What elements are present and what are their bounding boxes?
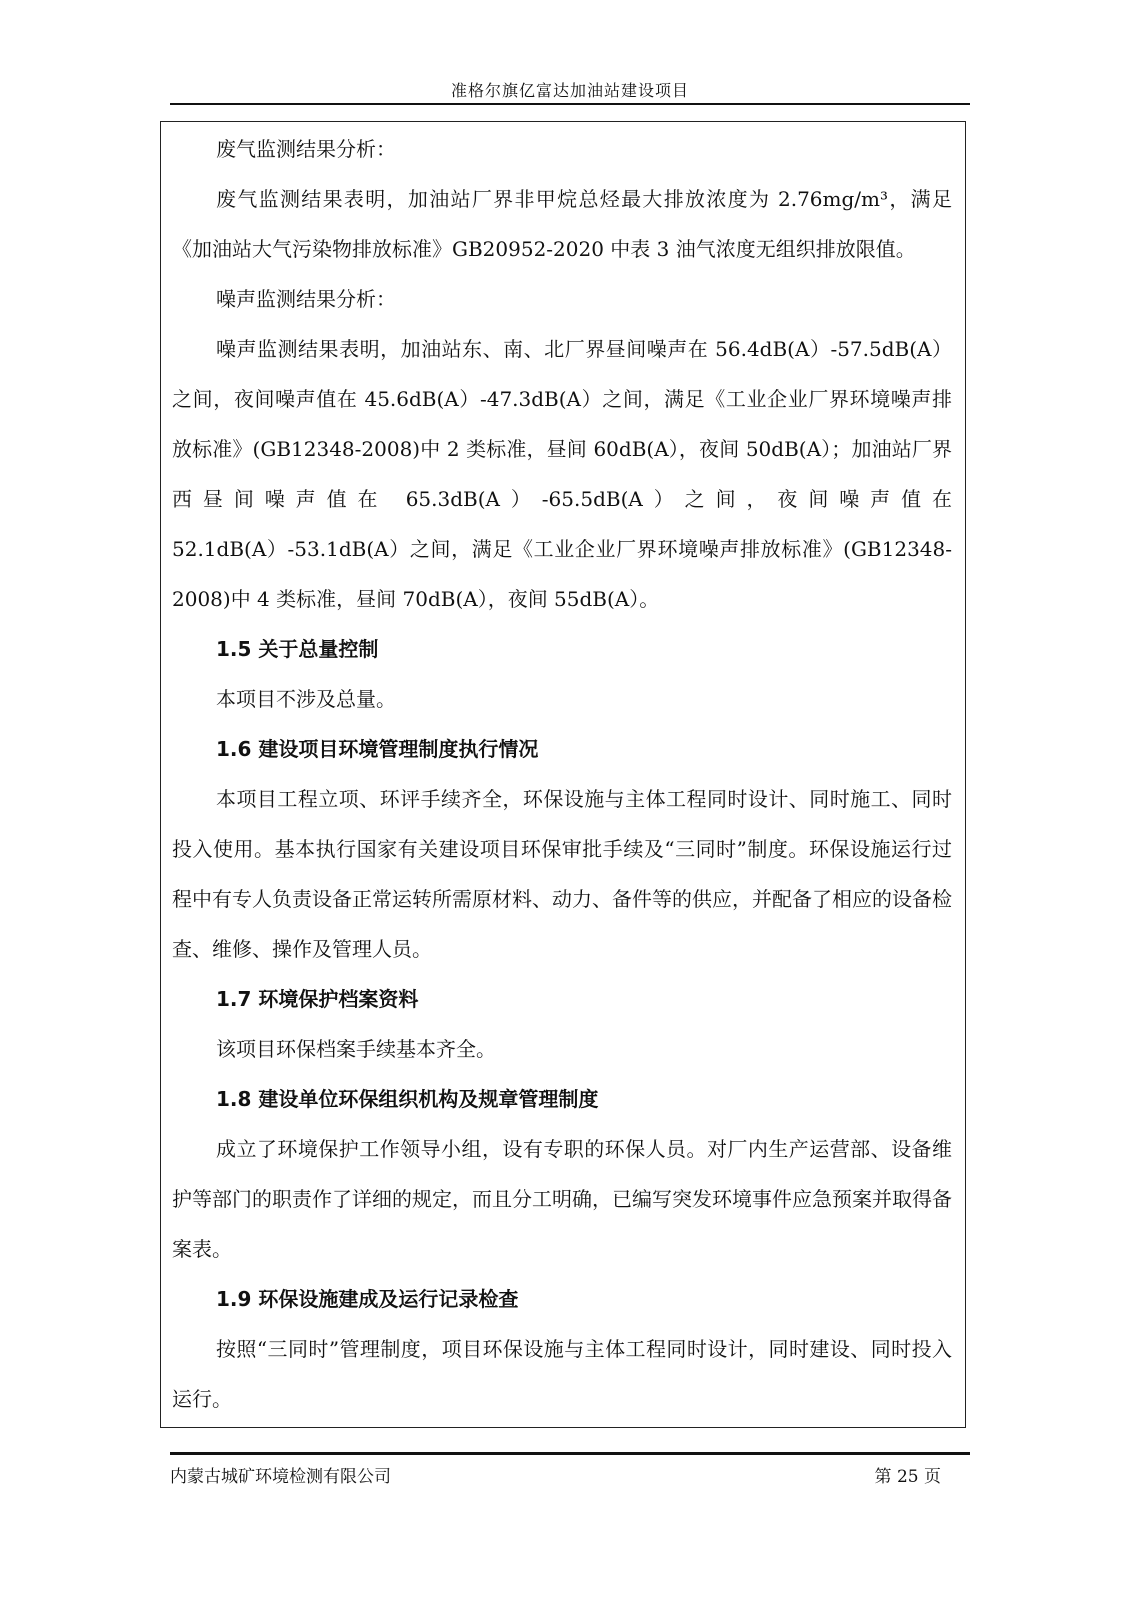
section-heading-1-8: 1.8 建设单位环保组织机构及规章管理制度 <box>216 1087 599 1111</box>
paragraph-1-8: 成立了环境保护工作领导小组，设有专职的环保人员。对厂内生产运营部、设备维护等部门的职责作了详细的规定，而且分工明确，已编写突发环境事件应急预案并取得备案表。 <box>172 1137 952 1261</box>
section-heading-1-6: 1.6 建设项目环境管理制度执行情况 <box>216 737 539 761</box>
page-header-title: 准格尔旗亿富达加油站建设项目 <box>450 81 689 100</box>
section-heading-1-7: 1.7 环境保护档案资料 <box>216 987 419 1011</box>
paragraph-1-9: 按照“三同时”管理制度，项目环保设施与主体工程同时设计，同时建设、同时投入运行。 <box>172 1337 952 1411</box>
paragraph-waste-gas-result: 废气监测结果表明，加油站厂界非甲烷总烃最大排放浓度为 2.76mg/m³，满足《加油站大气污染物排放标准》GB20952-2020 中表 3 油气浓度无组织排放限值。 <box>172 187 952 261</box>
header-rule <box>170 103 970 105</box>
document-body <box>172 124 952 1424</box>
paragraph-1-6: 本项目工程立项、环评手续齐全，环保设施与主体工程同时设计、同时施工、同时投入使用。基本执行国家有关建设项目环保审批手续及“三同时”制度。环保设施运行过程中有专人负责设备正常运转所需原材料、动力、备件等的供应，并配备了相应的设备检查、维修、操作及管理人员。 <box>172 787 952 961</box>
label-noise-analysis: 噪声监测结果分析： <box>216 287 396 311</box>
footer-rule <box>170 1452 970 1455</box>
paragraph-noise-result: 噪声监测结果表明，加油站东、南、北厂界昼间噪声在 56.4dB(A）-57.5dB(A）之间，夜间噪声值在 45.6dB(A）-47.3dB(A）之间，满足《工业企业厂界环境噪声排放标准》(GB12348-2008)中 2 类标准，昼间 60dB(A），夜间 50dB(A）；加油站厂界西昼间噪声值在 65.3dB(A）-65.5dB(A）之间，夜间噪声值在 52.1dB(A）-53.1dB(A）之间，满足《工业企业厂界环境噪声排放标准》(GB12348-2008)中 4 类标准，昼间 70dB(A），夜间 55dB(A）。 <box>172 337 952 611</box>
footer-page-number: 第 25 页 <box>874 1467 941 1487</box>
footer-company: 内蒙古城矿环境检测有限公司 <box>170 1467 391 1487</box>
paragraph-1-7: 该项目环保档案手续基本齐全。 <box>216 1037 496 1061</box>
section-heading-1-5: 1.5 关于总量控制 <box>216 637 379 661</box>
label-waste-gas-analysis: 废气监测结果分析： <box>216 137 396 161</box>
paragraph-1-5: 本项目不涉及总量。 <box>216 687 396 711</box>
section-heading-1-9: 1.9 环保设施建成及运行记录检查 <box>216 1287 519 1311</box>
